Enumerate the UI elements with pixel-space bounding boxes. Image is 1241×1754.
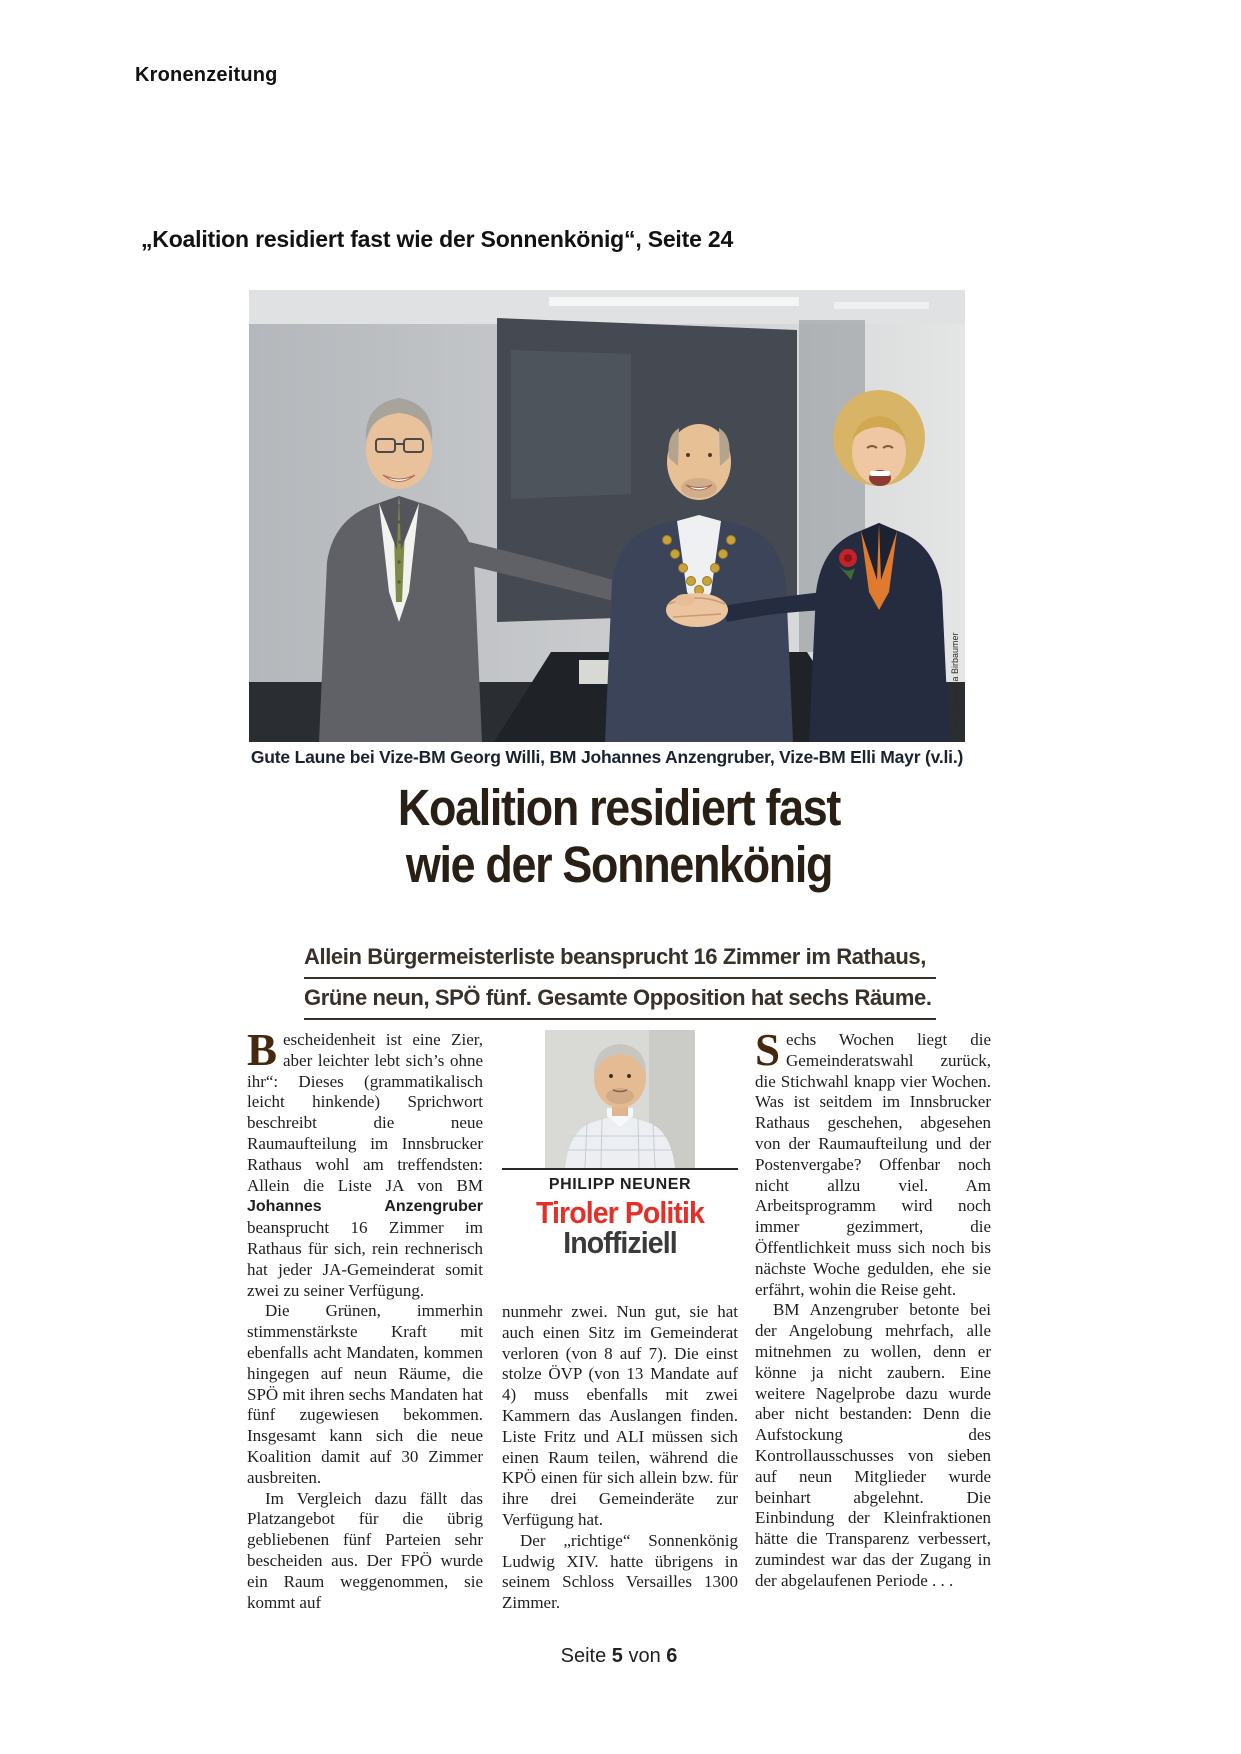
article-listing-title: „Koalition residiert fast wie der Sonnenkönig“, Seite 24 (141, 226, 734, 252)
paragraph: Die Grünen, immerhin stimmenstärkste Kraft mit ebenfalls acht Mandaten, kommen hingegen auf neun Räume, die SPÖ mit ihren sechs Mandaten hat fünf zugewiesen bekommen. Insgesamt kann sich die neue Koalition damit auf 30 Zimmer ausbreiten. (247, 1301, 483, 1487)
of-label: von (628, 1645, 661, 1667)
person-name-bold: Johannes Anzengruber (247, 1198, 483, 1216)
photo-credit: Foto: Johanna Birbaumer (950, 632, 960, 734)
body-column-3 (755, 1025, 991, 1592)
column-series-title: Tiroler Politik (536, 1195, 704, 1230)
article-headline (247, 779, 991, 893)
photo-caption: Gute Laune bei Vize-BM Georg Willi, BM Johannes Anzengruber, Vize-BM Elli Mayr (v.li.) (250, 747, 964, 767)
total-page-number: 6 (666, 1645, 678, 1667)
page-label: Seite (560, 1645, 607, 1667)
headline-line-1: Koalition residiert fast (397, 779, 841, 836)
body-column-2 (502, 1302, 738, 1614)
paragraph-text: beansprucht 16 Zimmer im Rathaus für sich, rein rechnerisch hat jeder JA-Gemeinderat somit zwei zu seiner Verfügung. (247, 1218, 483, 1300)
article-photo (249, 290, 965, 742)
article-subhead (304, 942, 936, 1020)
source-label: Kronenzeitung (135, 64, 278, 86)
dropcap-b: B (247, 1025, 278, 1075)
insert-divider (502, 1168, 738, 1170)
subhead-line-2: Grüne neun, SPÖ fünf. Gesamte Opposition hat sechs Räume. (304, 983, 936, 1020)
columnist-name: PHILIPP NEUNER (548, 1176, 692, 1193)
dropcap-s: S (755, 1025, 781, 1075)
paragraph: Im Vergleich dazu fällt das Platzangebot für die übrig gebliebenen fünf Parteien sehr bescheiden aus. Der FPÖ wurde ein Raum weggenommen, sie kommt auf (247, 1488, 483, 1612)
column-series-subtitle: Inoffiziell (563, 1225, 677, 1260)
paragraph-text: echs Wochen liegt die Gemeinderatswahl zurück, die Stichwahl knapp vier Wochen. Was ist seitdem im Innsbrucker Rathaus geschehen, abgesehen von der Raumaufteilung und der Postenvergabe? Offenbar noch nicht allzu viel. Am Arbeitsprogramm wird noch immer gezimmert, die Öffentlichkeit muss sich noch bis nächste Woche gedulden, ehe sie erfährt, wohin die Reise geht. (755, 1030, 991, 1299)
subhead-line-1: Allein Bürgermeisterliste beansprucht 16 Zimmer im Rathaus, (304, 942, 936, 979)
joined-hands (666, 593, 728, 627)
paragraph: nunmehr zwei. Nun gut, sie hat auch einen Sitz im Gemeinderat verloren (von 8 auf 7). Die einst stolze ÖVP (von 13 Mandate auf 4) muss ebenfalls mit zwei Kammern das Auslangen finden. Liste Fritz und ALI müssen sich einen Raum teilen, während die KPÖ einen für sich allein bzw. für ihre drei Gemeinderäte zur Verfügung hat. (502, 1302, 738, 1529)
paragraph: BM Anzengruber betonte bei der Angelobung mehrfach, alle mitnehmen zu wollen, denn er könne ja nicht zaubern. Eine weitere Nagelprobe dazu wurde aber nicht bestanden: Denn die Aufstockung des Kontrollausschusses von sieben auf neun Mitglieder wurde beinhart abgelehnt. Die Einbindung der Kleinfraktionen hätte die Transparenz verbessert, zumindest war das der Zugang in der abgelaufenen Periode . . . (755, 1300, 991, 1590)
columnist-insert (502, 1030, 738, 1258)
paragraph: Der „richtige“ Sonnenkönig Ludwig XIV. hatte übrigens in seinem Schloss Versailles 1300 Zimmer. (502, 1530, 738, 1613)
paragraph-text: escheidenheit ist eine Zier, aber leichter lebt sich’s ohne ihr“: Dieses (grammatikalisch leicht hinkende) Sprichwort beschreibt die neue Raumaufteilung im Innsbrucker Rathaus wohl am treffendsten: Allein die Liste JA von BM (247, 1030, 483, 1195)
page-indicator (247, 1645, 991, 1668)
paragraph (755, 1025, 991, 1300)
article-photo-illustration (249, 290, 965, 742)
current-page-number: 5 (611, 1645, 623, 1667)
columnist-portrait (545, 1030, 695, 1168)
headline-line-2: wie der Sonnenkönig (405, 836, 833, 893)
body-column-1 (247, 1025, 483, 1613)
paragraph (247, 1025, 483, 1301)
